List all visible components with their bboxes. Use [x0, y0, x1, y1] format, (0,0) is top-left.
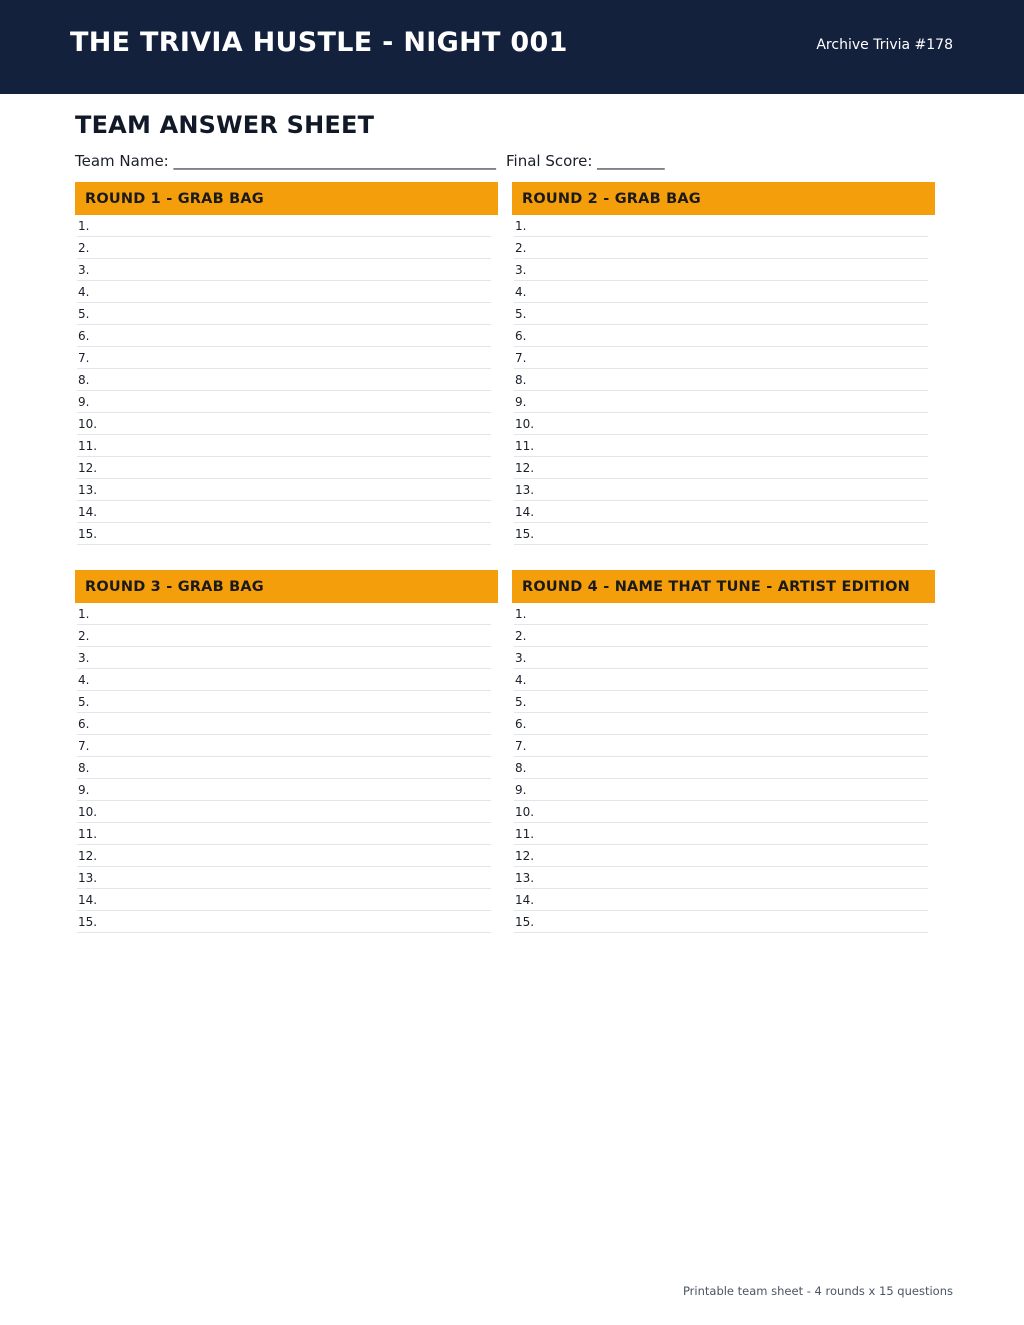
answer-row[interactable]: [514, 215, 928, 237]
answer-number: 3.: [78, 263, 90, 277]
answer-number: 9.: [515, 395, 527, 409]
answer-number: 7.: [78, 739, 90, 753]
answer-row[interactable]: [514, 435, 928, 457]
answer-number: 10.: [78, 805, 98, 819]
answer-row[interactable]: [514, 391, 928, 413]
answer-row[interactable]: [77, 911, 491, 933]
answer-number: 15.: [515, 915, 535, 929]
round-2-section: [512, 182, 935, 545]
answer-number: 4.: [515, 285, 527, 299]
answer-row[interactable]: [77, 501, 491, 523]
answer-number: 8.: [515, 761, 527, 775]
answer-row[interactable]: [514, 647, 928, 669]
answer-row[interactable]: [77, 391, 491, 413]
archive-label: Archive Trivia #178: [816, 37, 953, 53]
round-2-header: ROUND 2 - GRAB BAG: [512, 182, 935, 215]
answer-row[interactable]: [77, 369, 491, 391]
answer-number: 11.: [78, 439, 98, 453]
answer-number: 2.: [515, 241, 527, 255]
answer-number: 8.: [515, 373, 527, 387]
answer-row[interactable]: [514, 779, 928, 801]
sheet-title: TEAM ANSWER SHEET: [75, 111, 375, 139]
answer-number: 13.: [78, 483, 98, 497]
answer-row[interactable]: [514, 281, 928, 303]
answer-number: 14.: [515, 893, 535, 907]
team-info-line: [75, 152, 665, 170]
header-bar: [0, 0, 1024, 94]
answer-row[interactable]: [77, 237, 491, 259]
answer-row[interactable]: [514, 625, 928, 647]
answer-number: 6.: [515, 329, 527, 343]
answer-row[interactable]: [77, 347, 491, 369]
answer-row[interactable]: [514, 713, 928, 735]
final-score-field: Final Score: _________: [506, 152, 665, 170]
answer-row[interactable]: [514, 523, 928, 545]
answer-row[interactable]: [77, 691, 491, 713]
answer-row[interactable]: [514, 801, 928, 823]
answer-row[interactable]: [514, 757, 928, 779]
answer-number: 10.: [78, 417, 98, 431]
answer-row[interactable]: [77, 303, 491, 325]
answer-number: 5.: [515, 307, 527, 321]
answer-number: 15.: [78, 915, 98, 929]
answer-row[interactable]: [514, 237, 928, 259]
answer-row[interactable]: [514, 823, 928, 845]
round-1-section: [75, 182, 498, 545]
answer-row[interactable]: [77, 325, 491, 347]
answer-number: 11.: [515, 439, 535, 453]
answer-row[interactable]: [77, 523, 491, 545]
answer-number: 2.: [78, 241, 90, 255]
answer-number: 15.: [515, 527, 535, 541]
answer-row[interactable]: [77, 625, 491, 647]
answer-row[interactable]: [514, 911, 928, 933]
answer-number: 5.: [515, 695, 527, 709]
answer-row[interactable]: [514, 501, 928, 523]
answer-row[interactable]: [77, 801, 491, 823]
answer-number: 4.: [515, 673, 527, 687]
answer-number: 14.: [78, 505, 98, 519]
answer-row[interactable]: [77, 845, 491, 867]
answer-row[interactable]: [77, 281, 491, 303]
footer-note: Printable team sheet - 4 rounds x 15 questions: [682, 1284, 953, 1298]
answer-number: 14.: [515, 505, 535, 519]
answer-number: 6.: [78, 329, 90, 343]
answer-number: 5.: [78, 695, 90, 709]
answer-row[interactable]: [514, 889, 928, 911]
answer-row[interactable]: [77, 603, 491, 625]
answer-row[interactable]: [514, 303, 928, 325]
answer-row[interactable]: [514, 603, 928, 625]
answer-number: 6.: [78, 717, 90, 731]
answer-number: 3.: [515, 651, 527, 665]
answer-number: 7.: [78, 351, 90, 365]
round-4-header: ROUND 4 - NAME THAT TUNE - ARTIST EDITION: [512, 570, 935, 603]
answer-row[interactable]: [514, 369, 928, 391]
answer-row[interactable]: [77, 779, 491, 801]
answer-row[interactable]: [77, 867, 491, 889]
team-name-field: Team Name: ___________________________________________: [75, 152, 496, 170]
answer-row[interactable]: [514, 669, 928, 691]
answer-row[interactable]: [514, 413, 928, 435]
round-2-answer-list: [514, 215, 928, 545]
answer-number: 11.: [78, 827, 98, 841]
answer-row[interactable]: [514, 691, 928, 713]
answer-row[interactable]: [77, 757, 491, 779]
answer-number: 14.: [78, 893, 98, 907]
answer-number: 6.: [515, 717, 527, 731]
answer-number: 2.: [515, 629, 527, 643]
answer-row[interactable]: [77, 259, 491, 281]
event-title: THE TRIVIA HUSTLE - NIGHT 001: [70, 27, 568, 58]
answer-row[interactable]: [514, 867, 928, 889]
answer-number: 7.: [515, 739, 527, 753]
answer-row[interactable]: [77, 669, 491, 691]
answer-number: 4.: [78, 285, 90, 299]
answer-number: 12.: [515, 849, 535, 863]
answer-number: 12.: [515, 461, 535, 475]
round-3-header: ROUND 3 - GRAB BAG: [75, 570, 498, 603]
answer-row[interactable]: [77, 479, 491, 501]
answer-number: 8.: [78, 761, 90, 775]
answer-number: 4.: [78, 673, 90, 687]
answer-number: 3.: [515, 263, 527, 277]
answer-number: 11.: [515, 827, 535, 841]
answer-row[interactable]: [77, 735, 491, 757]
answer-number: 9.: [78, 395, 90, 409]
answer-number: 13.: [78, 871, 98, 885]
round-3-answer-list: [77, 603, 491, 933]
answer-number: 10.: [515, 417, 535, 431]
answer-row[interactable]: [514, 845, 928, 867]
answer-row[interactable]: [77, 413, 491, 435]
round-1-header: ROUND 1 - GRAB BAG: [75, 182, 498, 215]
answer-number: 13.: [515, 483, 535, 497]
answer-number: 12.: [78, 461, 98, 475]
answer-number: 9.: [515, 783, 527, 797]
answer-number: 5.: [78, 307, 90, 321]
answer-number: 3.: [78, 651, 90, 665]
round-4-answer-list: [514, 603, 928, 933]
answer-number: 9.: [78, 783, 90, 797]
answer-number: 1.: [78, 607, 90, 621]
answer-row[interactable]: [77, 435, 491, 457]
answer-row[interactable]: [77, 647, 491, 669]
answer-row[interactable]: [77, 889, 491, 911]
answer-number: 15.: [78, 527, 98, 541]
answer-row[interactable]: [77, 457, 491, 479]
answer-row[interactable]: [77, 823, 491, 845]
answer-number: 10.: [515, 805, 535, 819]
round-1-answer-list: [77, 215, 491, 545]
answer-number: 12.: [78, 849, 98, 863]
answer-number: 1.: [515, 219, 527, 233]
answer-row[interactable]: [514, 479, 928, 501]
answer-row[interactable]: [514, 457, 928, 479]
answer-row[interactable]: [514, 735, 928, 757]
answer-row[interactable]: [77, 215, 491, 237]
round-3-section: [75, 570, 498, 933]
answer-number: 1.: [78, 219, 90, 233]
answer-row[interactable]: [514, 347, 928, 369]
answer-row[interactable]: [514, 259, 928, 281]
answer-number: 1.: [515, 607, 527, 621]
answer-number: 7.: [515, 351, 527, 365]
answer-number: 8.: [78, 373, 90, 387]
answer-row[interactable]: [77, 713, 491, 735]
answer-number: 13.: [515, 871, 535, 885]
answer-number: 2.: [78, 629, 90, 643]
answer-row[interactable]: [514, 325, 928, 347]
round-4-section: [512, 570, 935, 933]
